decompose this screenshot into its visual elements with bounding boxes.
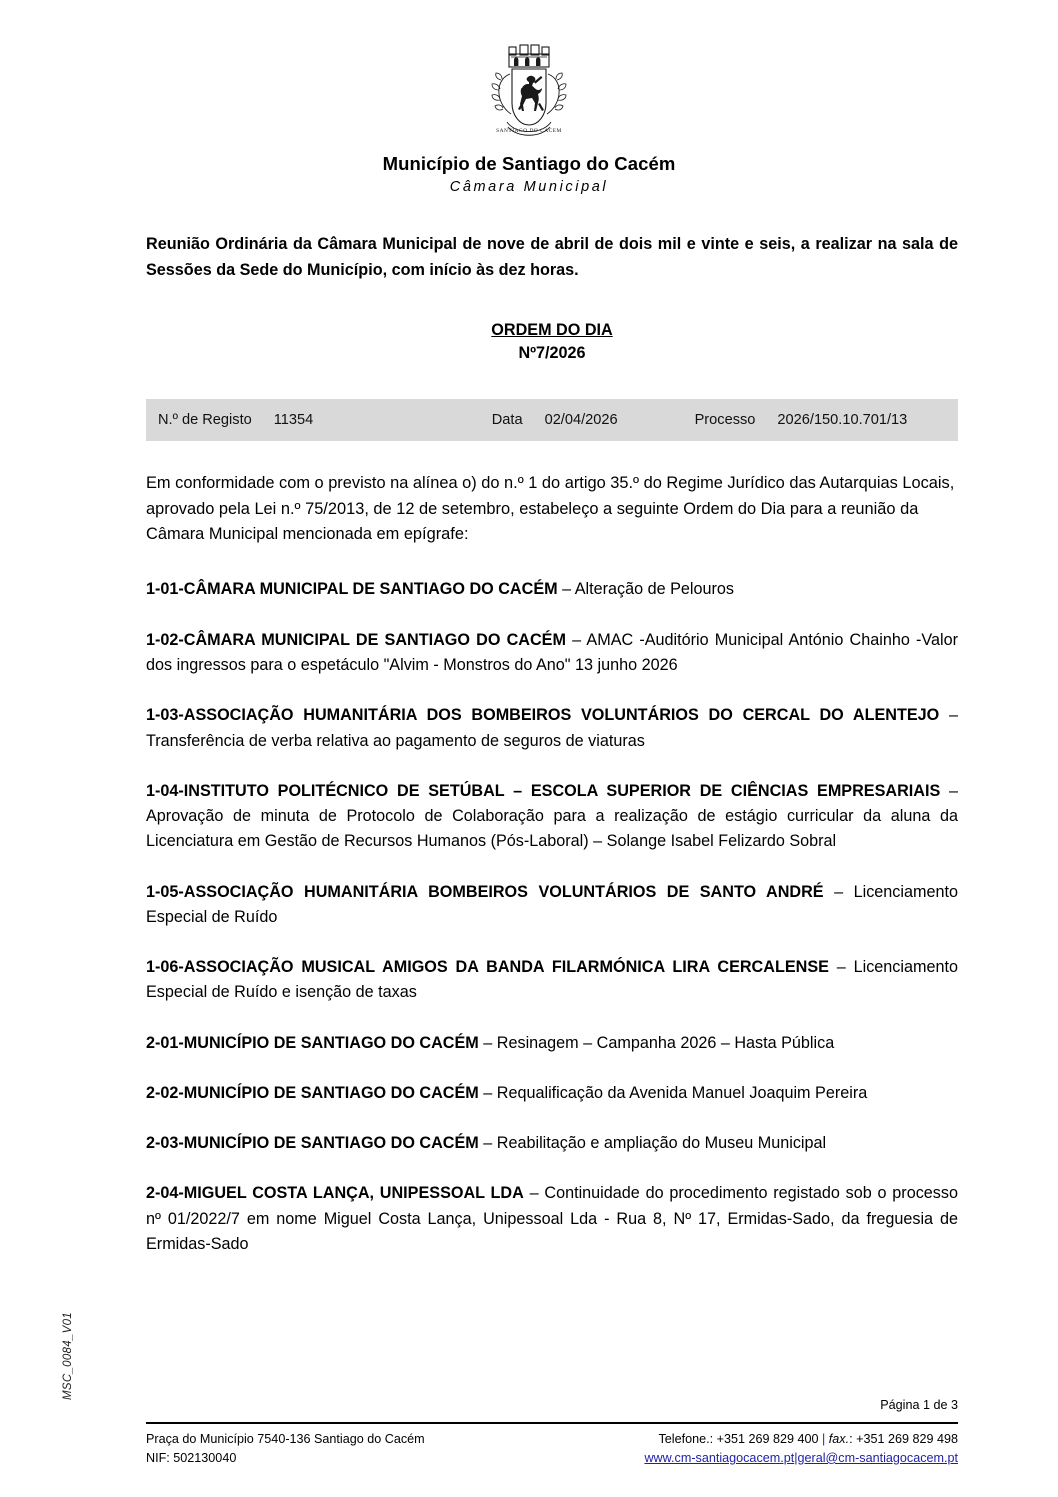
- agenda-item: [146, 779, 958, 855]
- agenda-item: [146, 880, 958, 931]
- page-title: ORDEM DO DIA: [491, 321, 613, 340]
- document-title-block: [146, 319, 958, 365]
- svg-text:SANTIAGO DO CACEM: SANTIAGO DO CACEM: [496, 128, 562, 134]
- agenda-item: [146, 628, 958, 679]
- department-name: Câmara Municipal: [449, 179, 609, 196]
- agenda-item-code: 1-04-INSTITUTO POLITÉCNICO DE SETÚBAL – ESCOLA SUPERIOR DE CIÊNCIAS EMPRESARIAIS: [146, 781, 941, 800]
- agenda-list: [146, 577, 958, 1257]
- agenda-item-code: 2-04-MIGUEL COSTA LANÇA, UNIPESSOAL LDA: [146, 1184, 524, 1203]
- document-version-code: MSC_0084_V01: [62, 1312, 74, 1400]
- coat-of-arms-icon: [481, 40, 577, 152]
- footer-phone: Telefone.: +351 269 829 400: [658, 1432, 819, 1446]
- footer-separator-1: |: [822, 1432, 826, 1446]
- footer-address: [146, 1430, 425, 1468]
- footer-address-line-1: Praça do Município 7540-136 Santiago do Cacém: [146, 1432, 425, 1446]
- registry-number-label: N.º de Registo: [158, 412, 252, 429]
- organization-header: [0, 152, 1058, 195]
- agenda-item-description: – Aprovação de minuta de Protocolo de Colaboração para a realização de estágio curricular da aluna da Licenciatura em Gestão de Recursos Humanos (Pós-Laboral) – Solange Isabel Felizardo Sobral: [146, 781, 958, 851]
- agenda-item-description: – Licenciamento Especial de Ruído: [146, 882, 958, 926]
- agenda-item: [146, 1131, 958, 1156]
- organization-name: Município de Santiago do Cacém: [382, 153, 676, 174]
- agenda-item-code: 2-01-MUNICÍPIO DE SANTIAGO DO CACÉM: [146, 1033, 479, 1052]
- agenda-item: [146, 1181, 958, 1257]
- footer-web-line: [644, 1449, 958, 1468]
- intro-paragraph: Em conformidade com o previsto na alínea o) do n.º 1 do artigo 35.º do Regime Jurídico das Autarquias Locais, aprovado pela Lei n.º 75/2013, de 12 de setembro, estabeleço a seguinte Ordem do Dia para a reunião da Câmara Municipal mencionada em epígrafe:: [146, 474, 955, 544]
- agenda-item: [146, 1081, 958, 1106]
- agenda-item: [146, 577, 958, 602]
- agenda-item-description: – Resinagem – Campanha 2026 – Hasta Pública: [478, 1033, 835, 1052]
- meeting-announcement: Reunião Ordinária da Câmara Municipal de nove de abril de dois mil e vinte e seis, a realizar na sala de Sessões da Sede do Município, com início às dez horas.: [146, 235, 958, 279]
- crest-container: [0, 40, 1058, 152]
- page-number: Página 1 de 3: [880, 1398, 958, 1412]
- agenda-item-description: – Licenciamento Especial de Ruído e isenção de taxas: [146, 958, 958, 1002]
- agenda-item-code: 1-03-ASSOCIAÇÃO HUMANITÁRIA DOS BOMBEIROS VOLUNTÁRIOS DO CERCAL DO ALENTEJO: [146, 706, 940, 725]
- registry-date-value: 02/04/2026: [544, 412, 618, 429]
- footer-divider: [146, 1422, 958, 1424]
- agenda-item: [146, 703, 958, 754]
- agenda-item-description: – Alteração de Pelouros: [557, 580, 734, 599]
- agenda-item-code: 2-02-MUNICÍPIO DE SANTIAGO DO CACÉM: [146, 1083, 479, 1102]
- agenda-item-code: 1-06-ASSOCIAÇÃO MUSICAL AMIGOS DA BANDA FILARMÓNICA LIRA CERCALENSE: [146, 958, 829, 977]
- registry-process-value: 2026/150.10.701/13: [777, 412, 908, 429]
- agenda-item: [146, 1031, 958, 1056]
- registry-table-row: [146, 399, 958, 441]
- footer-fax-value: : +351 269 829 498: [849, 1432, 958, 1446]
- footer-address-line-2: NIF: 502130040: [146, 1450, 237, 1465]
- footer-separator-2: |: [794, 1450, 798, 1465]
- agenda-item-description: – Continuidade do procedimento registado sob o processo nº 01/2022/7 em nome Miguel Costa Lança, Unipessoal Lda - Rua 8, Nº 17, Ermidas-Sado, da freguesia de Ermidas-Sado: [146, 1184, 958, 1253]
- agenda-item-description: – AMAC -Auditório Municipal António Chainho -Valor dos ingressos para o espetáculo "Alvim - Monstros do Ano" 13 junho 2026: [146, 630, 958, 674]
- footer-contacts: [644, 1430, 958, 1468]
- registry-number-value: 11354: [273, 412, 314, 429]
- footer-phone-line: [644, 1430, 958, 1449]
- agenda-item: [146, 955, 958, 1006]
- document-content: [146, 232, 958, 1257]
- agenda-item-code: 1-02-CÂMARA MUNICIPAL DE SANTIAGO DO CACÉM: [146, 630, 566, 649]
- agenda-item-code: 2-03-MUNICÍPIO DE SANTIAGO DO CACÉM: [146, 1134, 479, 1153]
- registry-process-label: Processo: [694, 412, 756, 429]
- email-link[interactable]: geral@cm-santiagocacem.pt: [797, 1450, 958, 1465]
- agenda-item-description: – Reabilitação e ampliação do Museu Municipal: [478, 1134, 827, 1153]
- footer-fax-label: fax.: [828, 1432, 850, 1446]
- registry-date-label: Data: [491, 412, 523, 429]
- website-link[interactable]: www.cm-santiagocacem.pt: [644, 1450, 795, 1465]
- document-number: Nº7/2026: [518, 344, 586, 363]
- agenda-item-description: – Requalificação da Avenida Manuel Joaquim Pereira: [478, 1083, 868, 1102]
- agenda-item-description: – Transferência de verba relativa ao pagamento de seguros de viaturas: [146, 706, 958, 750]
- page-footer: [146, 1430, 958, 1468]
- agenda-item-code: 1-05-ASSOCIAÇÃO HUMANITÁRIA BOMBEIROS VOLUNTÁRIOS DE SANTO ANDRÉ: [146, 882, 824, 901]
- agenda-item-code: 1-01-CÂMARA MUNICIPAL DE SANTIAGO DO CACÉM: [146, 580, 558, 599]
